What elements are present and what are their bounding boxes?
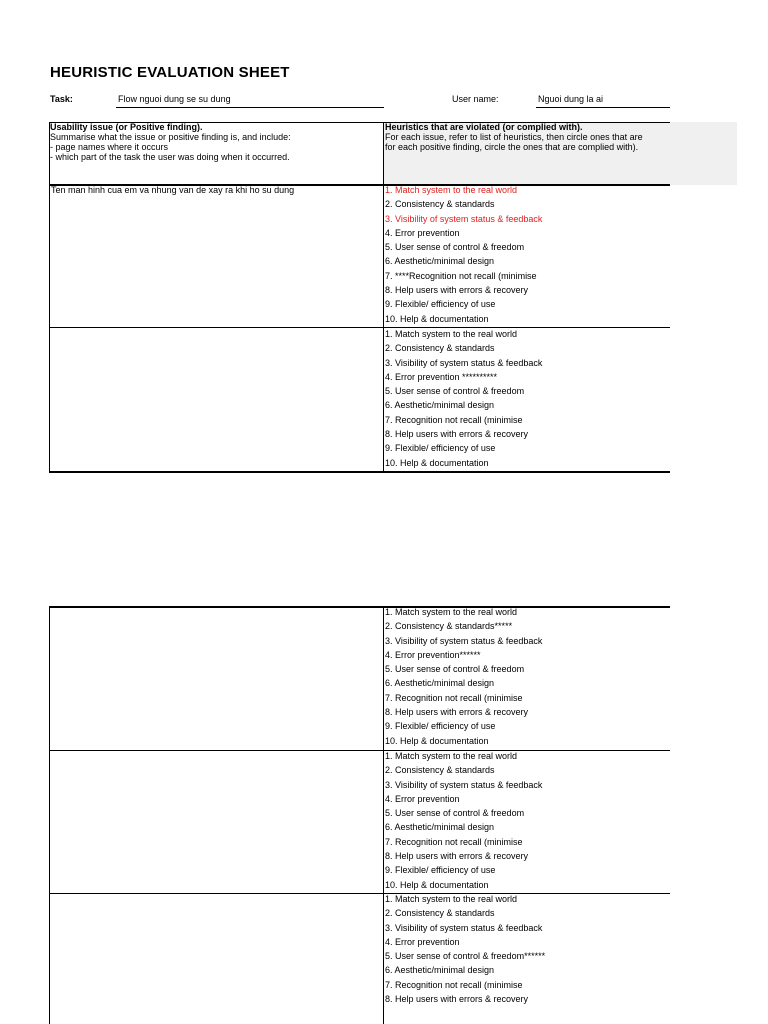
header-right-line1: For each issue, refer to list of heuristics, then circle ones that are	[385, 132, 643, 142]
heuristic-item[interactable]: 1. Match system to the real world	[385, 607, 518, 617]
heuristic-item[interactable]: 8. Help users with errors & recovery	[385, 429, 529, 440]
issue-cell[interactable]: Ten man hinh cua em va nhung van de xay ra khi ho su dung	[51, 185, 295, 195]
heuristics-list	[385, 327, 542, 470]
heuristic-item[interactable]: 3. Visibility of system status & feedback	[385, 213, 543, 224]
heuristic-item[interactable]: 2. Consistency & standards	[385, 199, 495, 210]
heuristic-item[interactable]: 8. Help users with errors & recovery	[385, 851, 529, 862]
heuristic-item[interactable]: 10. Help & documentation	[385, 457, 489, 468]
task-value[interactable]: Flow nguoi dung se su dung	[118, 94, 231, 104]
table2-row1-top-rule	[49, 606, 670, 608]
header-left-line3: - which part of the task the user was doing when it occurred.	[50, 152, 290, 162]
heuristics-list	[385, 892, 545, 1006]
heuristic-item[interactable]: 1. Match system to the real world	[385, 894, 518, 904]
heuristic-item[interactable]: 7. Recognition not recall (minimise	[385, 979, 523, 990]
heuristic-item[interactable]: 9. Flexible/ efficiency of use	[385, 443, 496, 454]
heuristic-item[interactable]: 3. Visibility of system status & feedback	[385, 357, 543, 368]
heuristic-item[interactable]: 1. Match system to the real world	[385, 751, 518, 761]
heuristic-item[interactable]: 4. Error prevention	[385, 936, 460, 947]
header-heuristics	[385, 122, 675, 152]
table2-row3-top-rule	[49, 893, 670, 894]
heuristic-item[interactable]: 6. Aesthetic/minimal design	[385, 678, 495, 689]
heuristics-list	[385, 183, 542, 326]
heuristic-item[interactable]: 5. User sense of control & freedom	[385, 808, 525, 819]
heuristic-item[interactable]: 7. ****Recognition not recall (minimise	[385, 270, 537, 281]
user-name-underline	[536, 107, 670, 108]
header-right-line2: for each positive finding, circle the ones that are complied with).	[385, 142, 639, 152]
heuristic-item[interactable]: 4. Error prevention **********	[385, 371, 498, 382]
heuristic-item[interactable]: 10. Help & documentation	[385, 735, 489, 746]
heuristic-item[interactable]: 5. User sense of control & freedom	[385, 386, 525, 397]
heuristic-item[interactable]: 8. Help users with errors & recovery	[385, 285, 529, 296]
heuristic-item[interactable]: 7. Recognition not recall (minimise	[385, 692, 523, 703]
table1-left-border	[49, 122, 50, 472]
heuristic-item[interactable]: 3. Visibility of system status & feedback	[385, 635, 543, 646]
page-title: HEURISTIC EVALUATION SHEET	[50, 64, 290, 81]
heuristic-item[interactable]: 10. Help & documentation	[385, 879, 489, 890]
heuristic-item[interactable]: 2. Consistency & standards	[385, 765, 495, 776]
heuristic-item[interactable]: 9. Flexible/ efficiency of use	[385, 721, 496, 732]
heuristic-item[interactable]: 5. User sense of control & freedom	[385, 664, 525, 675]
heuristic-item[interactable]: 3. Visibility of system status & feedback	[385, 779, 543, 790]
heuristic-item[interactable]: 3. Visibility of system status & feedback	[385, 922, 543, 933]
heuristic-item[interactable]: 9. Flexible/ efficiency of use	[385, 865, 496, 876]
heuristic-item[interactable]: 2. Consistency & standards*****	[385, 621, 513, 632]
heuristics-list	[385, 605, 542, 748]
task-label: Task:	[50, 94, 73, 104]
heuristic-item[interactable]: 4. Error prevention	[385, 793, 460, 804]
heuristic-item[interactable]: 1. Match system to the real world	[385, 329, 518, 339]
header-left-line2: - page names where it occurs	[50, 142, 169, 152]
table2-middle-border	[383, 606, 384, 1024]
table1-bottom-rule	[49, 471, 670, 473]
heuristic-item[interactable]: 4. Error prevention******	[385, 649, 481, 660]
header-left-heading: Usability issue (or Positive finding).	[50, 122, 203, 132]
heuristic-item[interactable]: 6. Aesthetic/minimal design	[385, 400, 495, 411]
heuristic-item[interactable]: 7. Recognition not recall (minimise	[385, 414, 523, 425]
header-right-heading: Heuristics that are violated (or complied with).	[385, 122, 583, 132]
heuristics-list	[385, 749, 542, 892]
heuristic-item[interactable]: 6. Aesthetic/minimal design	[385, 965, 495, 976]
user-name-value[interactable]: Nguoi dung la ai	[538, 94, 604, 104]
heuristic-item[interactable]: 1. Match system to the real world	[385, 185, 518, 195]
heuristic-item[interactable]: 8. Help users with errors & recovery	[385, 707, 529, 718]
heuristic-item[interactable]: 9. Flexible/ efficiency of use	[385, 299, 496, 310]
header-left-line1: Summarise what the issue or positive finding is, and include:	[50, 132, 291, 142]
heuristic-item[interactable]: 5. User sense of control & freedom	[385, 242, 525, 253]
heuristic-item[interactable]: 2. Consistency & standards	[385, 343, 495, 354]
heuristic-item[interactable]: 6. Aesthetic/minimal design	[385, 256, 495, 267]
header-usability-issue	[50, 122, 291, 162]
task-underline	[116, 107, 384, 108]
table1-middle-border	[383, 122, 384, 472]
heuristic-item[interactable]: 4. Error prevention	[385, 227, 460, 238]
heuristic-item[interactable]: 8. Help users with errors & recovery	[385, 994, 529, 1005]
heuristic-item[interactable]: 7. Recognition not recall (minimise	[385, 836, 523, 847]
heuristic-item[interactable]: 6. Aesthetic/minimal design	[385, 822, 495, 833]
table2-row2-top-rule	[49, 750, 670, 751]
table2-left-border	[49, 606, 50, 1024]
table1-row2-top-rule	[49, 327, 670, 328]
heuristic-item[interactable]: 2. Consistency & standards	[385, 908, 495, 919]
heuristic-item[interactable]: 5. User sense of control & freedom******	[385, 951, 546, 962]
heuristic-item[interactable]: 10. Help & documentation	[385, 313, 489, 324]
user-name-label: User name:	[452, 94, 499, 104]
